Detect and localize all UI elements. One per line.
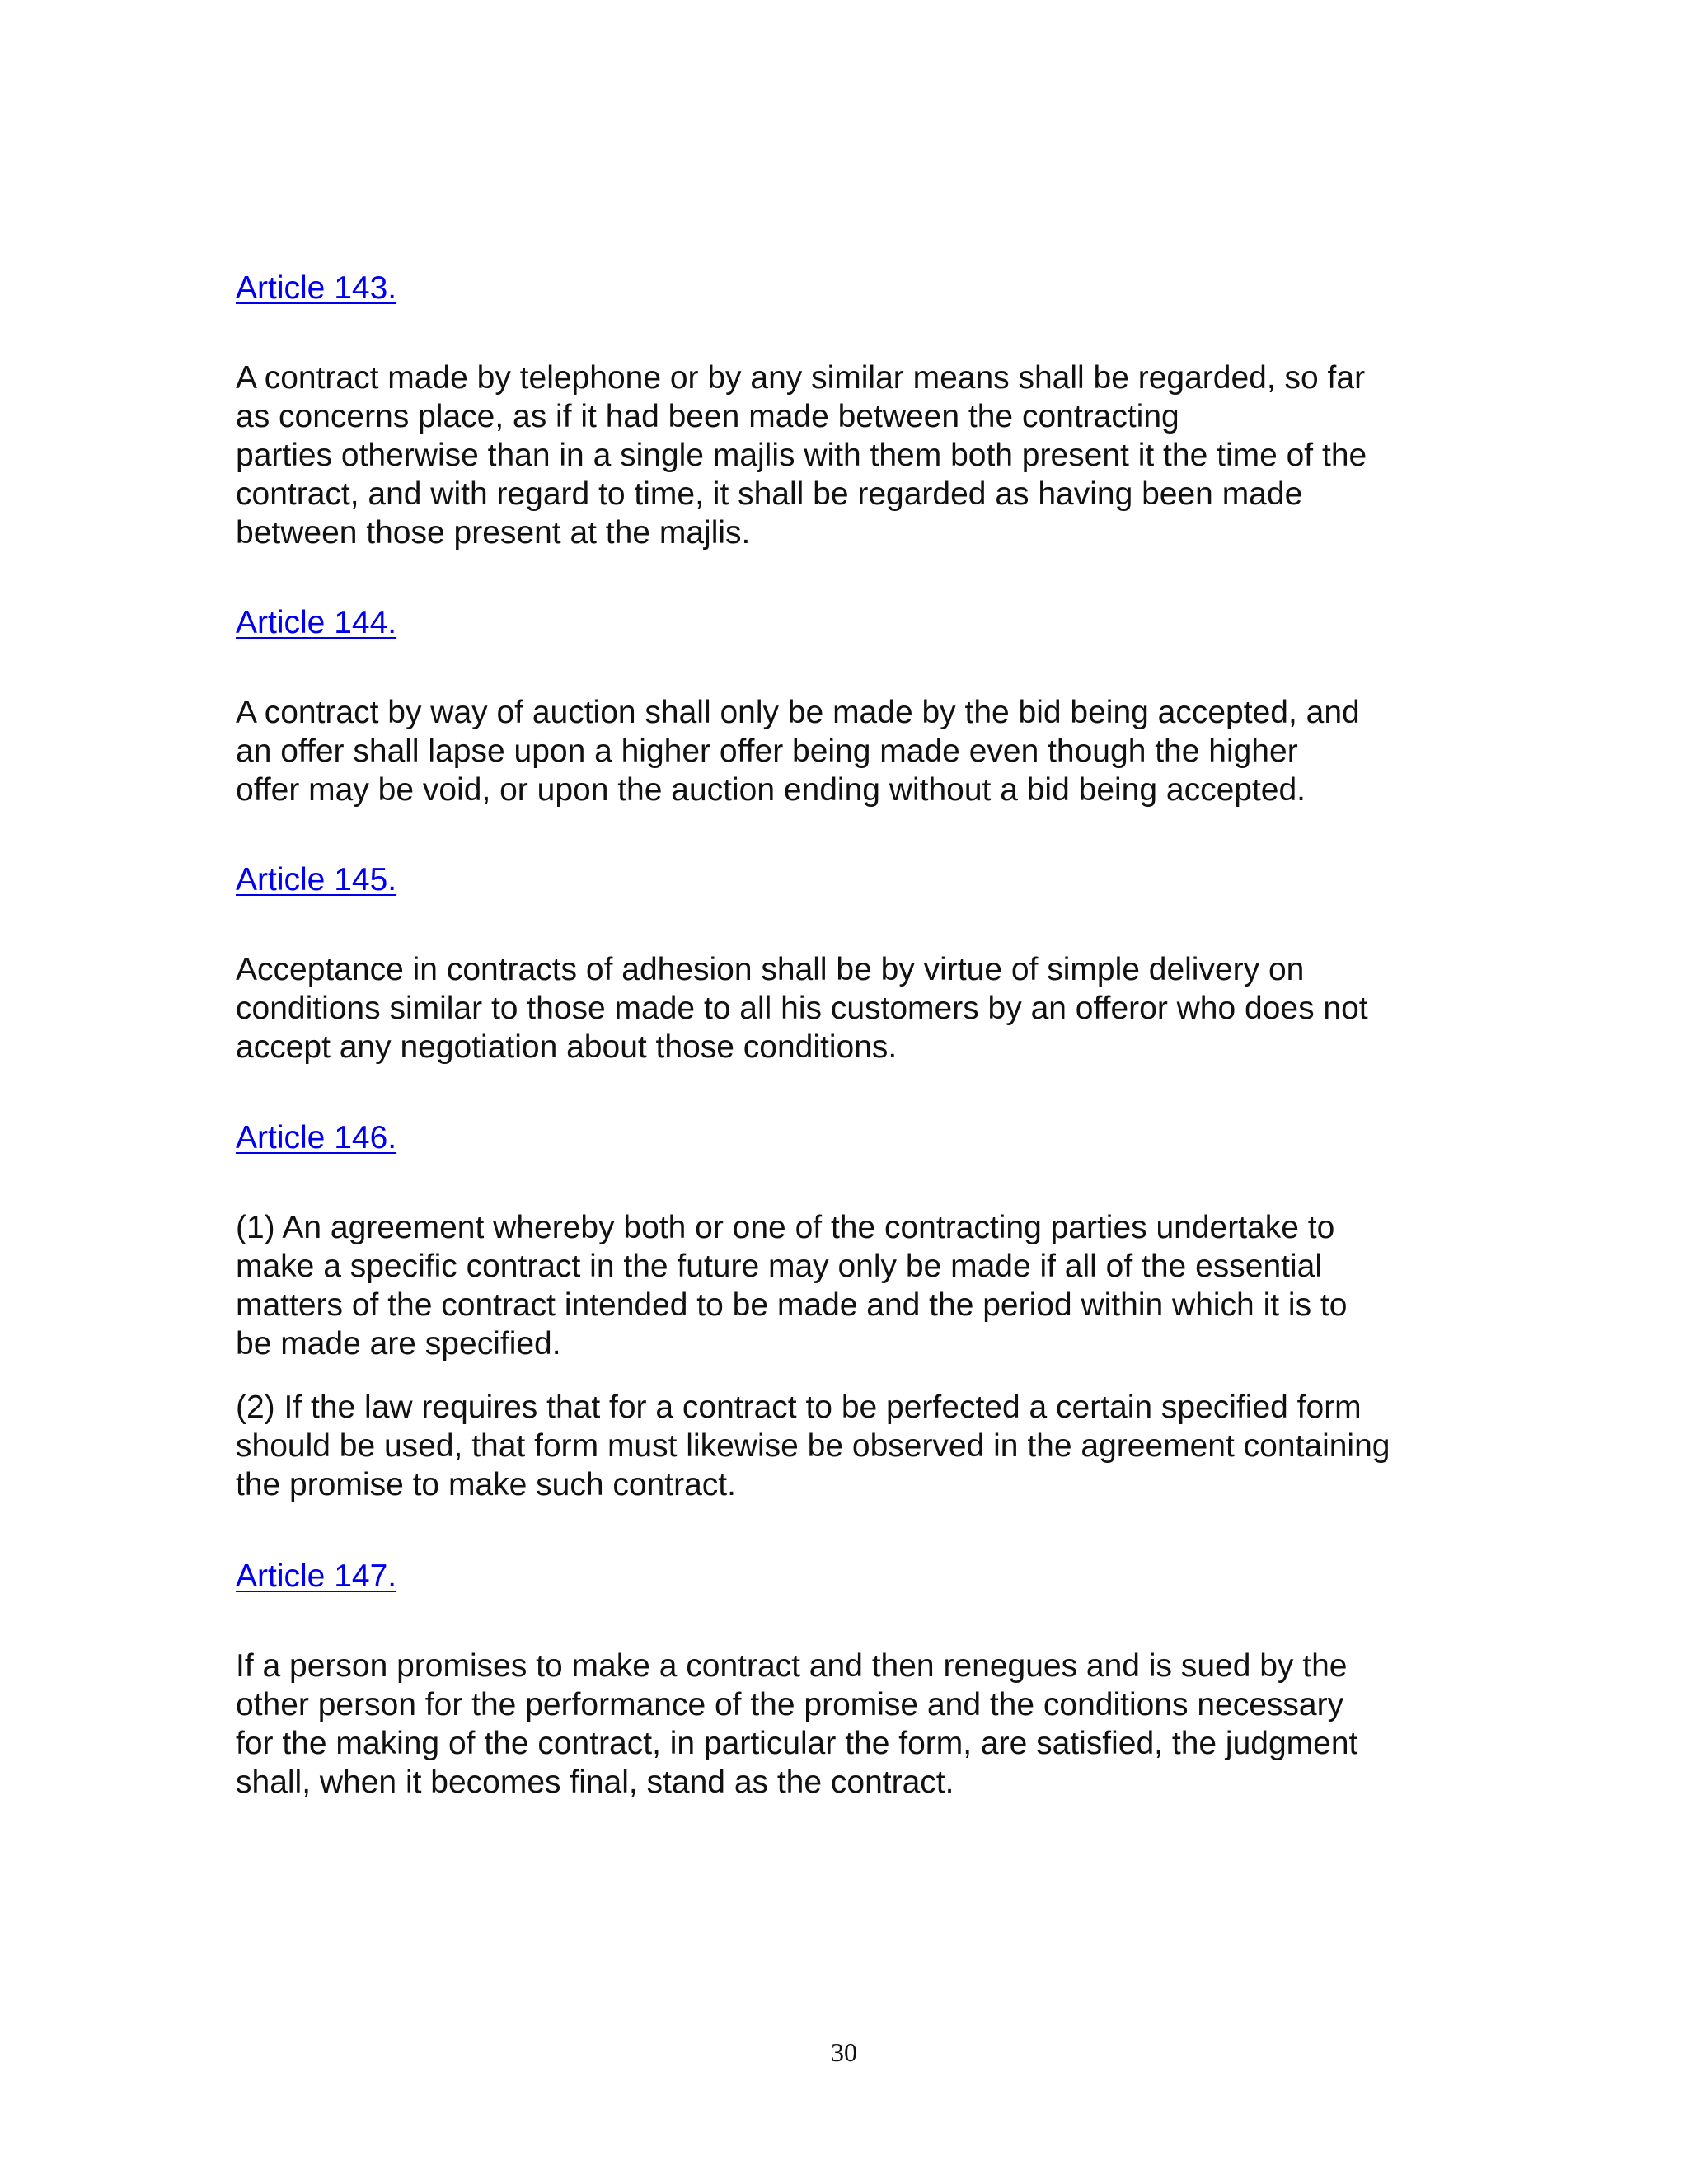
text-line: (2) If the law requires that for a contract to be perfected a certain specified form <box>236 1390 1362 1425</box>
article-145 <box>236 860 1489 1066</box>
text-line: accept any negotiation about those conditions. <box>236 1029 898 1065</box>
text-line: A contract by way of auction shall only be made by the bid being accepted, and <box>236 695 1360 730</box>
article-143-link[interactable]: Article 143. <box>236 270 397 306</box>
article-146 <box>236 1118 1489 1504</box>
page-number: 30 <box>831 2037 857 2067</box>
text-line: offer may be void, or upon the auction ending without a bid being accepted. <box>236 772 1306 808</box>
article-146-link[interactable]: Article 146. <box>236 1120 397 1155</box>
article-144-paragraph-1 <box>236 693 1489 809</box>
text-line: as concerns place, as if it had been made between the contracting <box>236 399 1179 434</box>
text-line: the promise to make such contract. <box>236 1467 736 1502</box>
article-143-paragraph-1 <box>236 359 1489 552</box>
text-line: other person for the performance of the promise and the conditions necessary <box>236 1687 1344 1722</box>
article-145-link[interactable]: Article 145. <box>236 862 397 898</box>
text-line: between those present at the majlis. <box>236 515 751 551</box>
text-line: (1) An agreement whereby both or one of the contracting parties undertake to <box>236 1210 1335 1245</box>
text-line: be made are specified. <box>236 1326 561 1361</box>
text-line: shall, when it becomes final, stand as the contract. <box>236 1765 954 1800</box>
text-line: an offer shall lapse upon a higher offer being made even though the higher <box>236 733 1298 769</box>
article-147-link[interactable]: Article 147. <box>236 1558 397 1594</box>
article-147 <box>236 1557 1489 1802</box>
article-147-paragraph-1 <box>236 1647 1489 1802</box>
text-line: A contract made by telephone or by any similar means shall be regarded, so far <box>236 360 1366 396</box>
text-line: conditions similar to those made to all his customers by an offeror who does not <box>236 991 1368 1026</box>
text-line: Acceptance in contracts of adhesion shall be by virtue of simple delivery on <box>236 952 1305 987</box>
text-line: for the making of the contract, in particular the form, are satisfied, the judgment <box>236 1726 1358 1761</box>
article-143 <box>236 269 1489 552</box>
text-line: matters of the contract intended to be made and the period within which it is to <box>236 1287 1348 1323</box>
article-144 <box>236 603 1489 809</box>
text-line: If a person promises to make a contract and then renegues and is sued by the <box>236 1648 1348 1684</box>
article-146-paragraph-1 <box>236 1208 1489 1363</box>
text-line: contract, and with regard to time, it shall be regarded as having been made <box>236 476 1303 512</box>
text-line: should be used, that form must likewise be observed in the agreement containing <box>236 1428 1390 1464</box>
text-line: make a specific contract in the future may only be made if all of the essential <box>236 1249 1323 1284</box>
text-line: parties otherwise than in a single majlis with them both present it the time of the <box>236 438 1367 473</box>
article-144-link[interactable]: Article 144. <box>236 605 397 640</box>
article-145-paragraph-1 <box>236 950 1489 1066</box>
article-146-paragraph-2 <box>236 1388 1489 1504</box>
